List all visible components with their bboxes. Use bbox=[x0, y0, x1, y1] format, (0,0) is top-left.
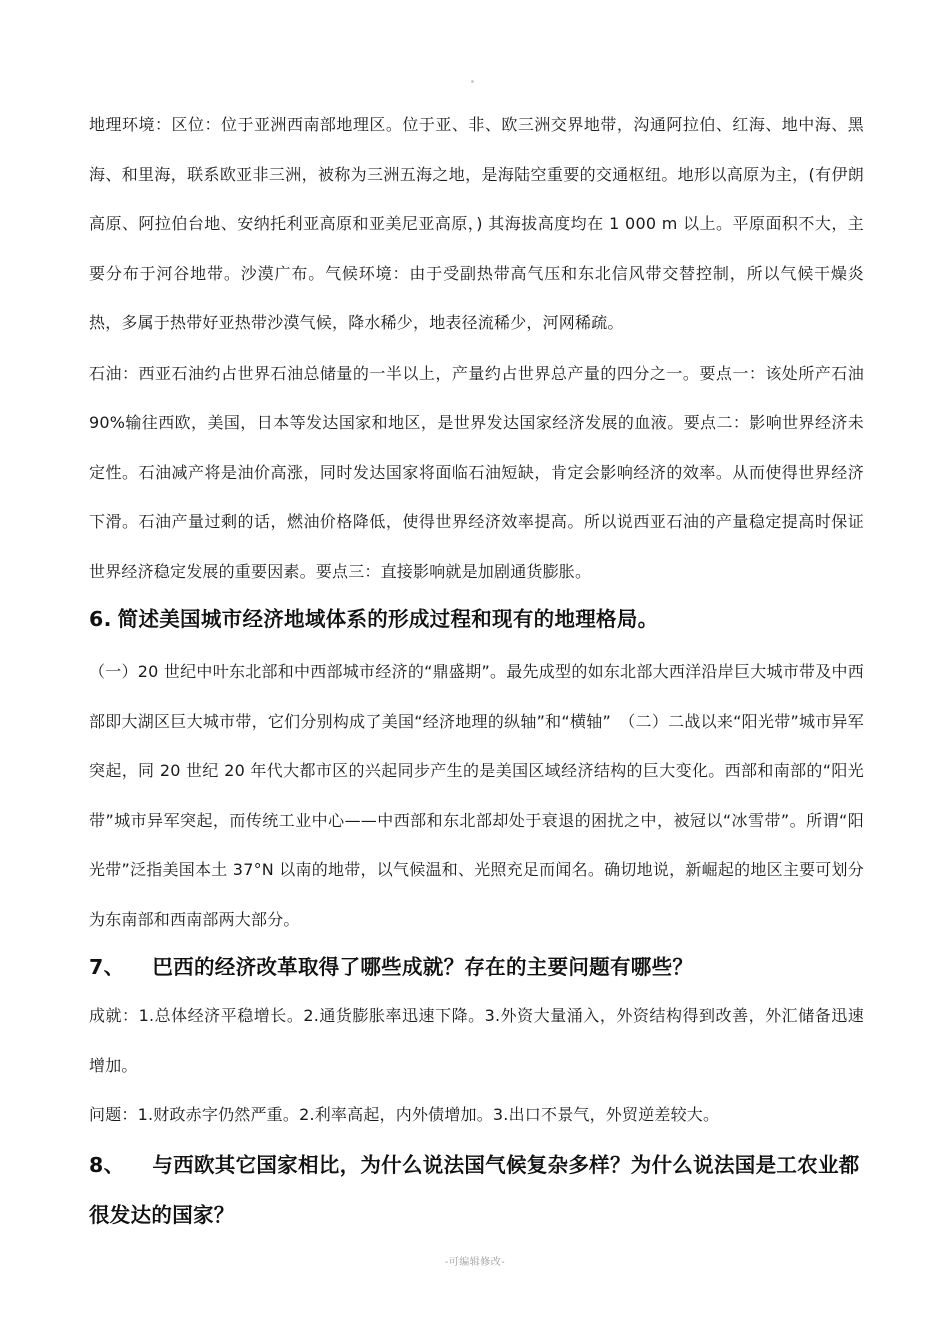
paragraph-oil: 石油：西亚石油约占世界石油总储量的一半以上，产量约占世界总产量的四分之一。要点一：该处所产石油 90%输往西欧，美国，日本等发达国家和地区，是世界发达国家经济发展的血液。要点二：影响世界经济未定性。石油减产将是油价高涨，同时发达国家将面临石油短缺，肯定会影响经济的效率。从而使得世界经济下滑。石油产量过剩的话，燃油价格降低，使得世界经济效率提高。所以说西亚石油的产量稳定提高时保证世界经济稳定发展的重要因素。要点三：直接影响就是加剧通货膨胀。 bbox=[89, 363, 864, 581]
document-body bbox=[89, 100, 864, 1240]
paragraph-geo-environment: 地理环境：区位：位于亚洲西南部地理区。位于亚、非、欧三洲交界地带，沟通阿拉伯、红海、地中海、黑海、和里海，联系欧亚非三洲，被称为三洲五海之地，是海陆空重要的交通枢纽。地形以高原为主，(有伊朗高原、阿拉伯台地、安纳托利亚高原和亚美尼亚高原，) 其海拔高度均在 1 000 m 以上。平原面积不大，主要分布于河谷地带。沙漠广布。气候环境：由于受副热带高气压和东北信风带交替控制，所以气候干燥炎热，多属于热带好亚热带沙漠气候，降水稀少，地表径流稀少，河网稀疏。 bbox=[89, 115, 864, 332]
heading-q8-text: 与西欧其它国家相比，为什么说法国气候复杂多样？为什么说法国是工农业都很发达的国家？ bbox=[89, 1152, 860, 1227]
heading-q7-text: 巴西的经济改革取得了哪些成就？存在的主要问题有哪些？ bbox=[152, 955, 694, 979]
heading-q8-number: 8、 bbox=[89, 1152, 125, 1177]
page-footer: -可编辑修改- bbox=[444, 1257, 506, 1268]
page-marker-dot bbox=[471, 80, 474, 83]
heading-q6-text: 简述美国城市经济地域体系的形成过程和现有的地理格局。 bbox=[117, 607, 659, 631]
heading-question-6 bbox=[89, 596, 864, 643]
paragraph-brazil-problems: 问题：1.财政赤字仍然严重。2.利率高起，内外债增加。3.出口不景气，外贸逆差较大。 bbox=[89, 1105, 720, 1124]
heading-q6-number: 6. bbox=[89, 607, 112, 631]
heading-q7-number: 7、 bbox=[89, 955, 125, 979]
heading-question-7 bbox=[89, 944, 864, 991]
heading-question-8 bbox=[89, 1140, 864, 1240]
paragraph-brazil-achievements: 成就：1.总体经济平稳增长。2.通货膨胀率迅速下降。3.外资大量涌入，外资结构得到改善，外汇储备迅速增加。 bbox=[89, 1006, 864, 1075]
paragraph-usa-urban: （一）20 世纪中叶东北部和中西部城市经济的“鼎盛期”。最先成型的如东北部大西洋沿岸巨大城市带及中西部即大湖区巨大城市带，它们分别构成了美国“经济地理的纵轴”和“横轴” （二）二战以来“阳光带”城市异军突起，同 20 世纪 20 年代大都市区的兴起同步产生的是美国区域经济结构的巨大变化。西部和南部的“阳光带”城市异军突起，而传统工业中心——中西部和东北部却处于衰退的困扰之中，被冠以“冰雪带”。所谓“阳光带”泛指美国本土 37°N 以南的地带，以气候温和、光照充足而闻名。确切地说，新崛起的地区主要可划分为东南部和西南部两大部分。 bbox=[89, 662, 864, 929]
